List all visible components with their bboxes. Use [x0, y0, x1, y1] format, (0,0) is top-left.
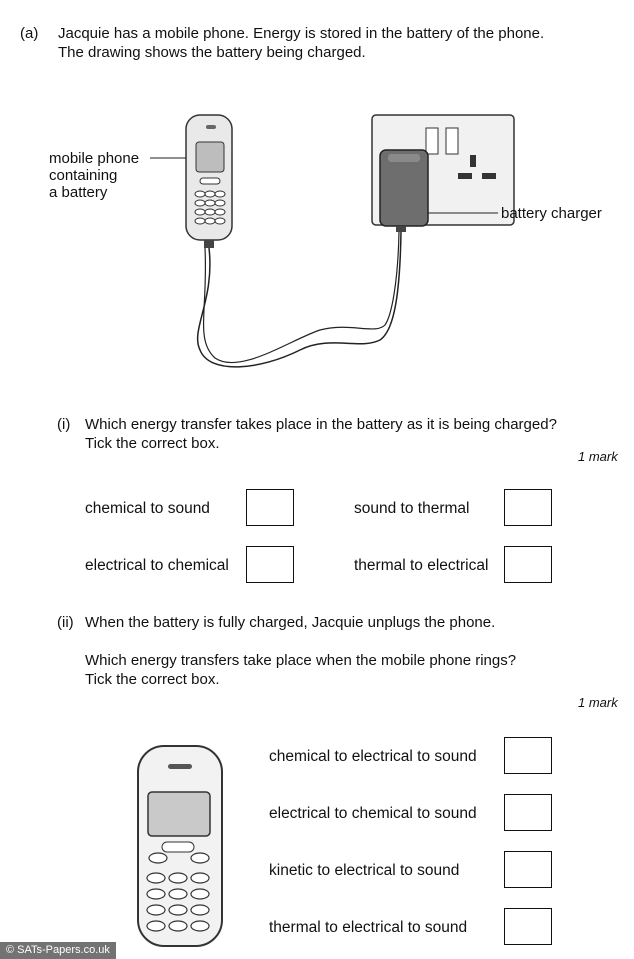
option-ii-1: chemical to electrical to sound: [269, 748, 477, 765]
option-ii-2: electrical to chemical to sound: [269, 805, 477, 822]
tick-box-ii-3[interactable]: [504, 851, 552, 888]
charger-plug: [380, 150, 428, 232]
option-i-1: chemical to sound: [85, 500, 210, 517]
question-i-line-2: Tick the correct box.: [85, 435, 220, 452]
question-i-line-1: Which energy transfer takes place in the battery as it is being charged?: [85, 416, 557, 433]
tick-box-i-3[interactable]: [246, 546, 294, 583]
mobile-phone-illustration: [130, 740, 230, 950]
intro-line-1: Jacquie has a mobile phone. Energy is stored in the battery of the phone.: [58, 25, 545, 42]
phone-label-line-3: a battery: [49, 184, 108, 201]
charging-diagram: [0, 100, 634, 390]
option-i-2: sound to thermal: [354, 500, 470, 517]
tick-box-i-2[interactable]: [504, 489, 552, 526]
question-ii-mark: 1 mark: [578, 695, 618, 710]
option-ii-4: thermal to electrical to sound: [269, 919, 468, 936]
tick-box-i-1[interactable]: [246, 489, 294, 526]
part-a-label: (a): [20, 25, 39, 42]
copyright-footer: © SATs-Papers.co.uk: [0, 942, 116, 959]
charger-label: battery charger: [501, 205, 602, 222]
tick-box-ii-2[interactable]: [504, 794, 552, 831]
phone-label-line-2: containing: [49, 167, 118, 184]
question-ii-line-1: When the battery is fully charged, Jacquie unplugs the phone.: [85, 614, 496, 631]
charger-cable: [198, 232, 401, 367]
option-ii-3: kinetic to electrical to sound: [269, 862, 460, 879]
option-i-4: thermal to electrical: [354, 557, 489, 574]
tick-box-ii-1[interactable]: [504, 737, 552, 774]
phone-label-line-1: mobile phone: [49, 150, 140, 167]
question-ii-line-2: Which energy transfers take place when the mobile phone rings?: [85, 652, 517, 669]
question-i-label: (i): [57, 416, 71, 433]
question-i-mark: 1 mark: [578, 449, 618, 464]
question-ii-line-3: Tick the correct box.: [85, 671, 220, 688]
tick-box-i-4[interactable]: [504, 546, 552, 583]
tick-box-ii-4[interactable]: [504, 908, 552, 945]
option-i-3: electrical to chemical: [85, 557, 229, 574]
intro-line-2: The drawing shows the battery being charged.: [58, 44, 366, 61]
question-ii-label: (ii): [57, 614, 74, 631]
mobile-phone-drawing: [186, 115, 232, 248]
